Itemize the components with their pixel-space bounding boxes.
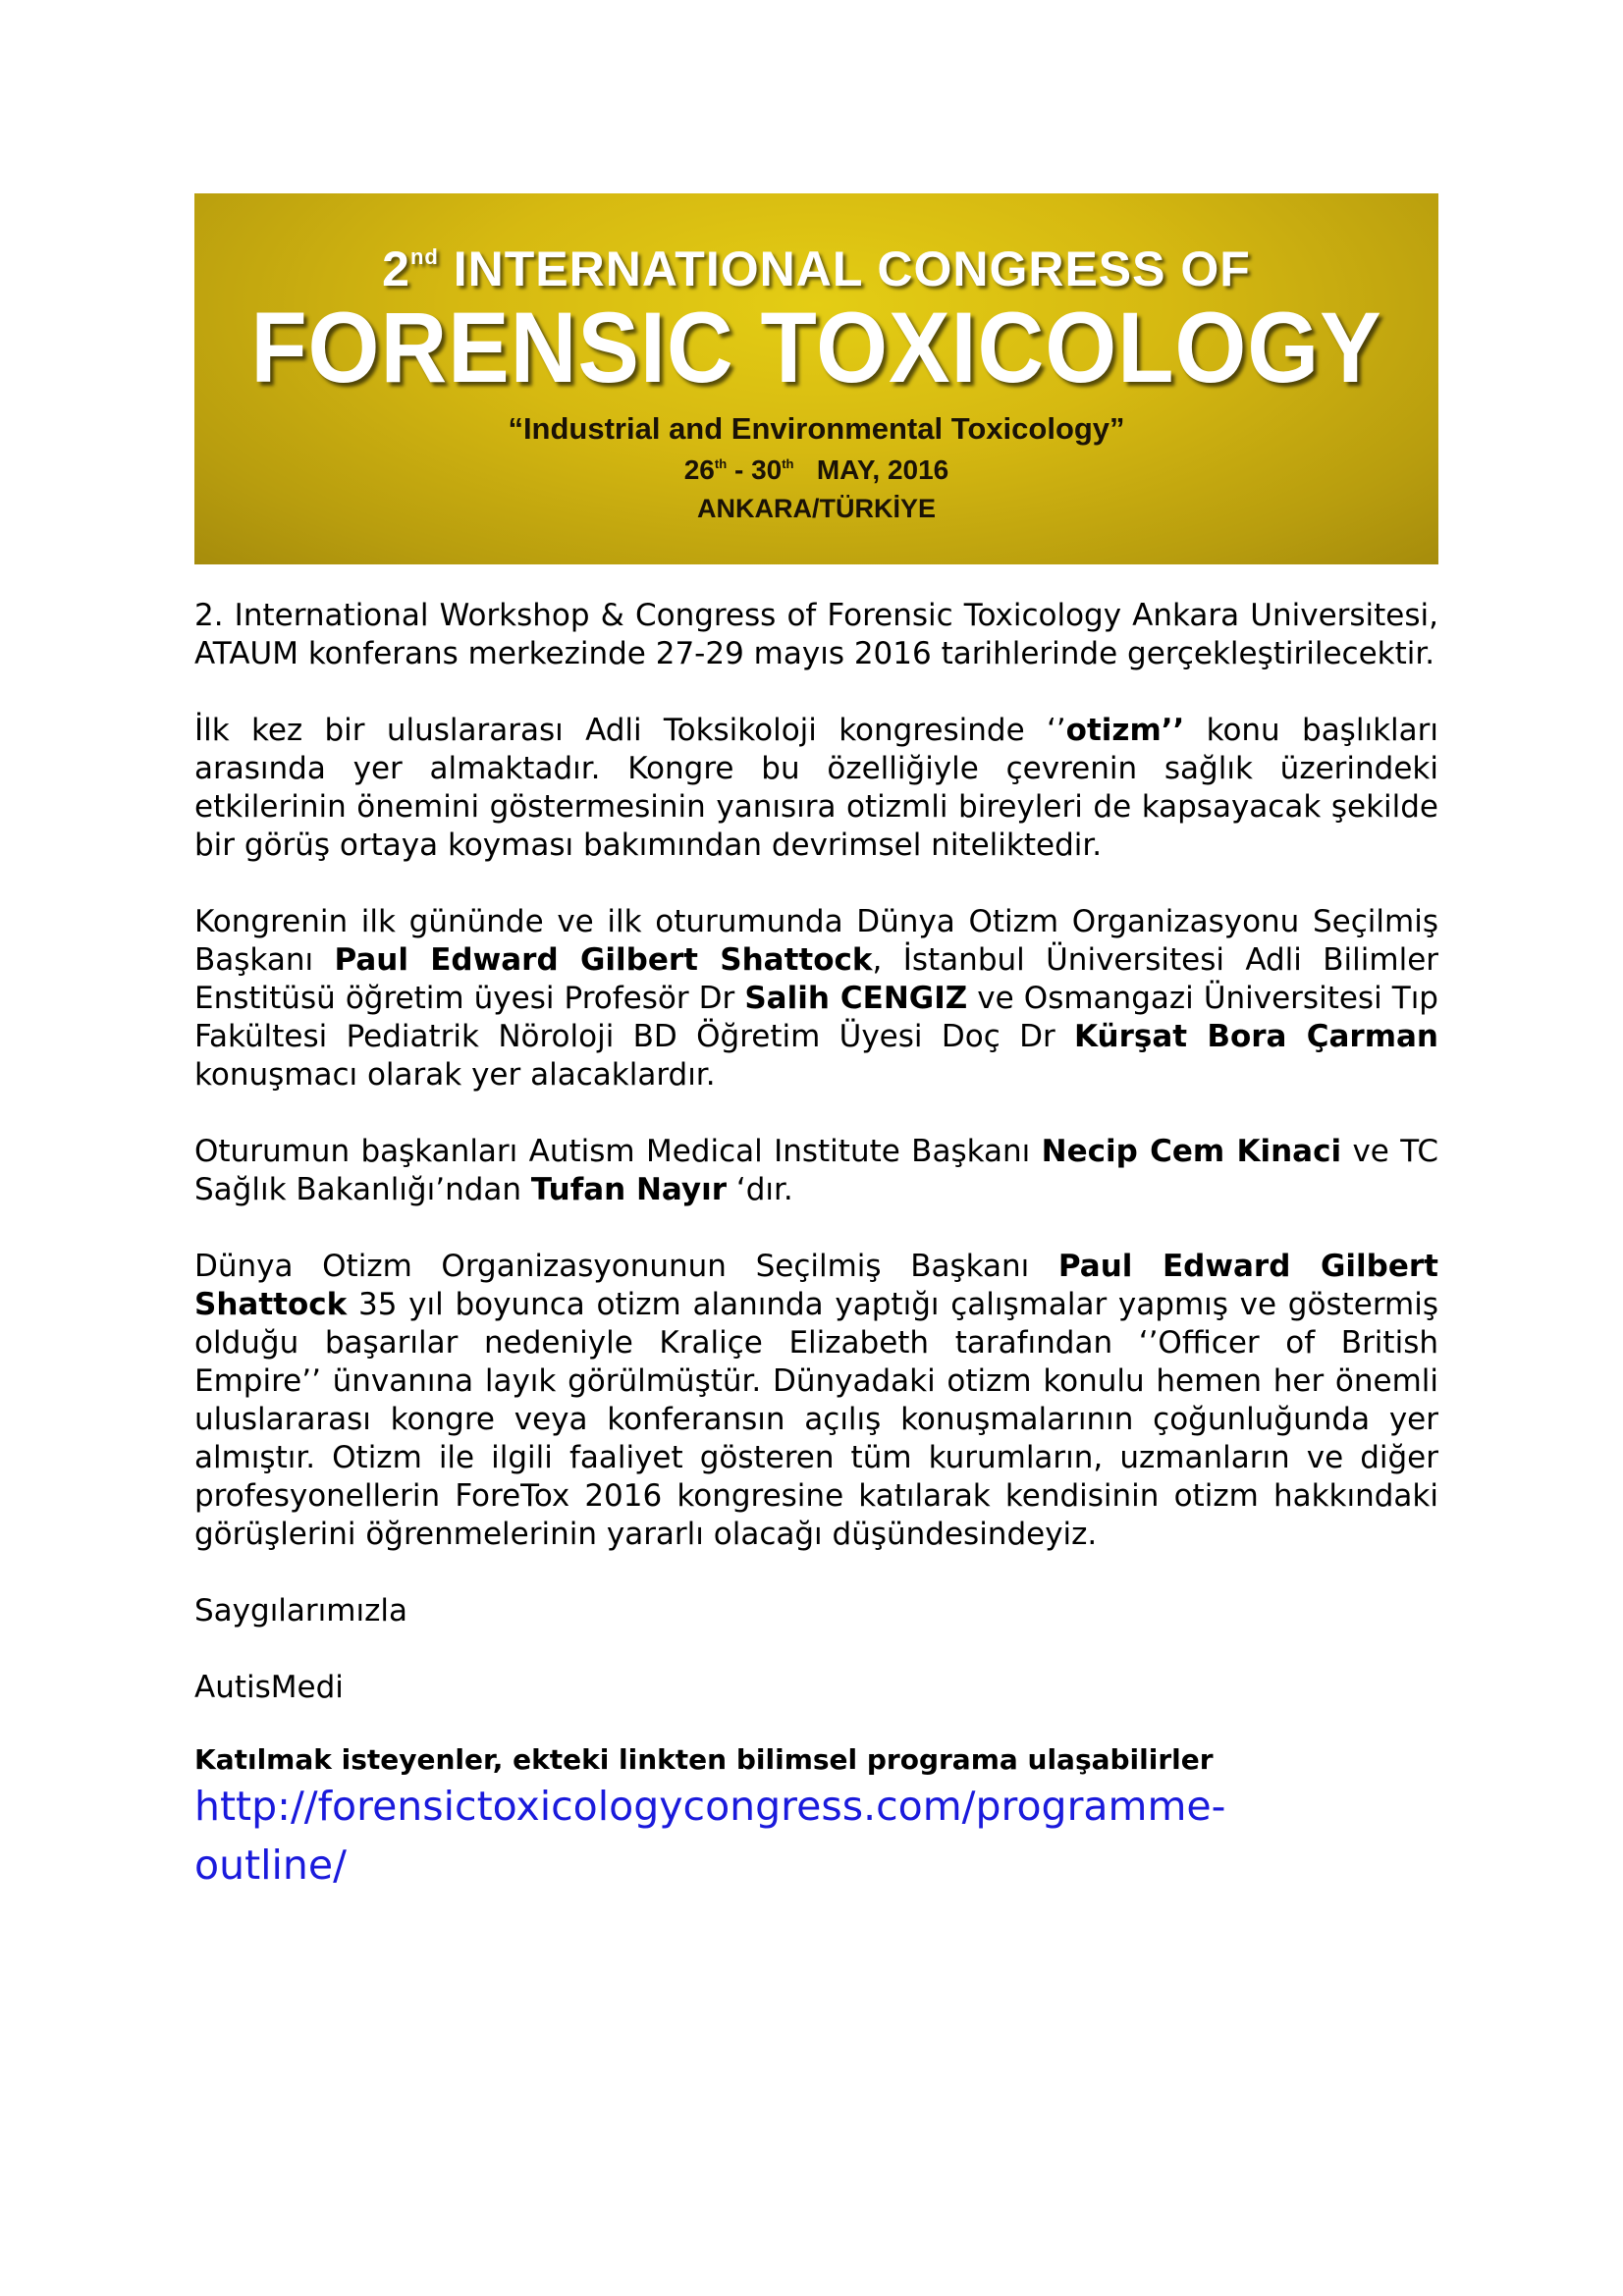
banner-subtitle: “Industrial and Environmental Toxicology”: [508, 411, 1125, 446]
closing-call-to-action: Katılmak isteyenler, ekteki linkten bilimsel programa ulaşabilirler: [194, 1743, 1214, 1776]
programme-outline-link[interactable]: http://forensictoxicologycongress.com/programme-outline/: [194, 1783, 1226, 1889]
letter-body: [194, 597, 1438, 1895]
paragraph-autism-topic: İlk kez bir uluslararası Adli Toksikoloji kongresinde ‘’otizm’’ konu başlıkları arasında yer almaktadır. Kongre bu özelliğiyle çevrenin sağlık üzerindeki etkilerinin önemini göstermesinin yanısıra otizmli bireyleri de kapsayacak şekilde bir görüş ortaya koyması bakımından devrimsel niteliktedir.: [194, 713, 1438, 863]
banner-title-line1: 2nd INTERNATIONAL CONGRESS OF: [382, 241, 1251, 296]
congress-banner-image: [194, 193, 1438, 564]
paragraph-session-chairs: Oturumun başkanları Autism Medical Institute Başkanı Necip Cem Kinaci ve TC Sağlık Bakanlığı’ndan Tufan Nayır ‘dır.: [194, 1134, 1438, 1207]
closing-signature: AutisMedi: [194, 1670, 344, 1705]
paragraph-speakers: Kongrenin ilk gününde ve ilk oturumunda Dünya Otizm Organizasyonu Seçilmiş Başkanı Paul Edward Gilbert Shattock, İstanbul Üniversitesi Adli Bilimler Enstitüsü öğretim üyesi Profesör Dr Salih CENGIZ ve Osmangazi Üniversitesi Tıp Fakültesi Pediatrik Nöroloji BD Öğretim Üyesi Doç Dr Kürşat Bora Çarman konuşmacı olarak yer alacaklardır.: [194, 904, 1439, 1093]
banner-location: ANKARA/TÜRKİYE: [697, 494, 936, 523]
document-page: [194, 193, 1438, 1895]
closing-regards: Saygılarımızla: [194, 1593, 407, 1629]
banner-dates: 26th - 30th MAY, 2016: [683, 454, 949, 485]
paragraph-shattock-bio: Dünya Otizm Organizasyonunun Seçilmiş Başkanı Paul Edward Gilbert Shattock 35 yıl boyunca otizm alanında yaptığı çalışmalar yapmış ve göstermiş olduğu başarılar nedeniyle Kraliçe Elizabeth tarafından ‘’Officer of British Empire’’ ünvanına layık görülmüştür. Dünyadaki otizm konulu hemen her önemli uluslararası kongre veya konferansın açılış konuşmalarının çoğunluğunda yer almıştır. Otizm ile ilgili faaliyet gösteren tüm kurumların, uzmanların ve diğer profesyonellerin ForeTox 2016 kongresine katılarak kendisinin otizm hakkındaki görüşlerini öğrenmelerinin yararlı olacağı düşündesindeyiz.: [194, 1249, 1439, 1552]
paragraph-intro: 2. International Workshop & Congress of Forensic Toxicology Ankara Universitesi, ATAUM konferans merkezinde 27-29 mayıs 2016 tarihlerinde gerçekleştirilecektir.: [194, 598, 1438, 671]
banner-title-line2: FORENSIC TOXICOLOGY: [250, 292, 1382, 403]
